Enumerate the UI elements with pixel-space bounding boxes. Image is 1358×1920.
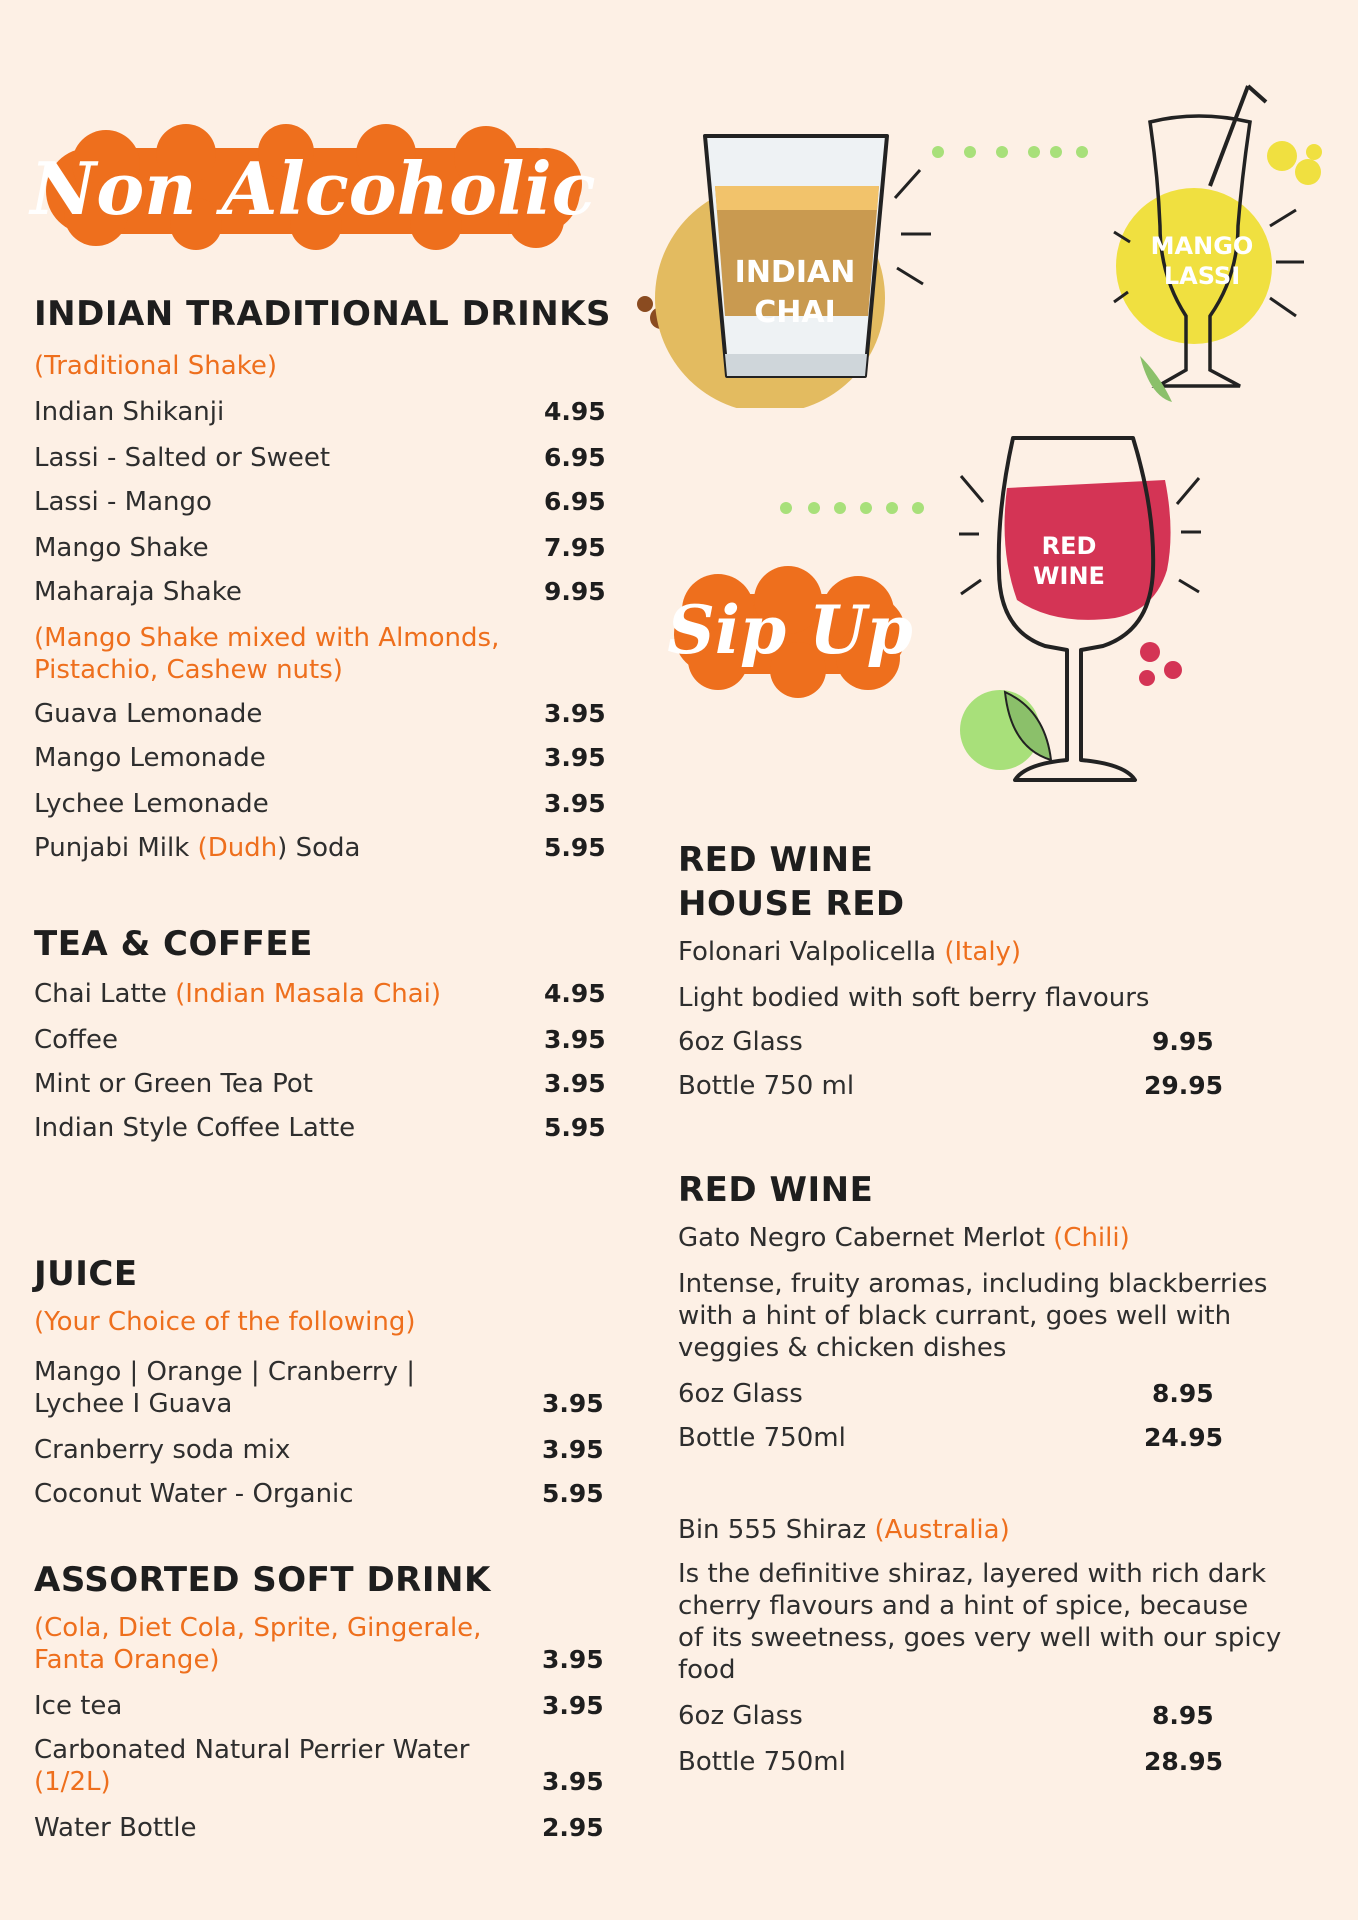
wine-origin: (Chili) xyxy=(1053,1223,1130,1253)
item-price: 4.95 xyxy=(544,979,606,1008)
item-name: Maharaja Shake xyxy=(34,577,242,607)
item-name-part: Punjabi Milk xyxy=(34,833,198,863)
desc-line: cherry flavours and a hint of spice, because xyxy=(678,1591,1249,1621)
item-price: 3.95 xyxy=(542,1645,604,1674)
sip-up-badge xyxy=(668,560,912,700)
serving-price: 29.95 xyxy=(1144,1071,1224,1100)
lassi-label-line1: MANGO xyxy=(1150,232,1254,260)
wine-name-text: Bin 555 Shiraz xyxy=(678,1515,875,1545)
item-name xyxy=(34,832,360,864)
serving-size: 6oz Glass xyxy=(678,1701,803,1731)
menu-item-juice-choice xyxy=(34,1356,604,1420)
serving-price: 28.95 xyxy=(1144,1747,1224,1776)
item-price: 3.95 xyxy=(544,699,606,728)
desc-line: of its sweetness, goes very well with our spicy xyxy=(678,1623,1282,1653)
juice-choice-note: (Your Choice of the following) xyxy=(34,1307,416,1337)
soft-drink-note-line2: Fanta Orange) xyxy=(34,1645,220,1675)
item-name-part: Chai Latte xyxy=(34,979,176,1009)
item-price: 3.95 xyxy=(542,1767,604,1796)
item-name-accent: Dudh xyxy=(207,833,278,863)
item-price: 2.95 xyxy=(542,1813,604,1842)
item-name: Lassi - Mango xyxy=(34,487,212,517)
item-name: Lassi - Salted or Sweet xyxy=(34,443,331,473)
item-name: Mango Lemonade xyxy=(34,743,266,773)
wine-description: Light bodied with soft berry flavours xyxy=(678,983,1150,1013)
wine-description xyxy=(678,1268,1267,1364)
item-name: Coconut Water - Organic xyxy=(34,1479,354,1509)
item-name: Mint or Green Tea Pot xyxy=(34,1069,313,1099)
wine-name-text: Folonari Valpolicella xyxy=(678,937,945,967)
serving-price: 8.95 xyxy=(1152,1701,1214,1730)
chai-glass-illustration xyxy=(625,118,935,408)
item-name-line2: (1/2L) xyxy=(34,1767,111,1797)
desc-line: food xyxy=(678,1655,736,1685)
decorative-dots xyxy=(776,498,936,518)
wine-origin: (Australia) xyxy=(874,1515,1010,1545)
item-name: Ice tea xyxy=(34,1691,123,1721)
wine-description xyxy=(678,1558,1281,1686)
item-name: Mango Shake xyxy=(34,533,209,563)
item-name-line2: Lychee I Guava xyxy=(34,1389,233,1419)
section-title-house-red: HOUSE RED xyxy=(678,884,905,924)
serving-price: 8.95 xyxy=(1152,1379,1214,1408)
item-price: 5.95 xyxy=(544,833,606,862)
item-price: 7.95 xyxy=(544,533,606,562)
item-name-part: Soda xyxy=(287,833,361,863)
wine-origin: (Italy) xyxy=(944,937,1022,967)
item-price: 4.95 xyxy=(544,397,606,426)
serving-price: 24.95 xyxy=(1144,1423,1224,1452)
desc-line: Intense, fruity aromas, including blackberries xyxy=(678,1269,1268,1299)
item-name xyxy=(34,978,441,1010)
item-name-paren-close: ) xyxy=(277,833,288,863)
item-name: Guava Lemonade xyxy=(34,699,263,729)
item-price: 3.95 xyxy=(542,1389,604,1418)
serving-size: Bottle 750 ml xyxy=(678,1071,855,1101)
item-name: Coffee xyxy=(34,1025,118,1055)
sip-up-title: Sip Up xyxy=(667,591,913,669)
wine-name-text: Gato Negro Cabernet Merlot xyxy=(678,1223,1054,1253)
wine-name xyxy=(678,936,1021,968)
item-name-accent: (Indian Masala Chai) xyxy=(175,979,442,1009)
section-title-indian: INDIAN TRADITIONAL DRINKS xyxy=(34,294,612,334)
section-title-juice: JUICE xyxy=(34,1254,138,1294)
chai-label-line1: INDIAN xyxy=(734,255,856,290)
item-price: 6.95 xyxy=(544,487,606,516)
item-price: 5.95 xyxy=(544,1113,606,1142)
item-price: 5.95 xyxy=(542,1479,604,1508)
desc-line: veggies & chicken dishes xyxy=(678,1333,1007,1363)
item-name: Lychee Lemonade xyxy=(34,789,269,819)
item-name-line1: Carbonated Natural Perrier Water xyxy=(34,1735,470,1765)
item-name-accent-paren: ( xyxy=(197,833,208,863)
serving-price: 9.95 xyxy=(1152,1027,1214,1056)
item-price: 3.95 xyxy=(542,1691,604,1720)
desc-line: with a hint of black currant, goes well with xyxy=(678,1301,1232,1331)
serving-size: 6oz Glass xyxy=(678,1027,803,1057)
wine-name xyxy=(678,1222,1130,1254)
item-name: Indian Shikanji xyxy=(34,397,225,427)
soft-drink-note-line1: (Cola, Diet Cola, Sprite, Gingerale, xyxy=(34,1613,482,1643)
serving-size: Bottle 750ml xyxy=(678,1747,846,1777)
menu-item-soft-drink-choice xyxy=(34,1612,604,1676)
desc-line: Is the definitive shiraz, layered with rich dark xyxy=(678,1559,1267,1589)
decorative-dots xyxy=(930,142,1090,162)
item-price: 3.95 xyxy=(544,743,606,772)
item-price: 9.95 xyxy=(544,577,606,606)
section-title-soft-drink: ASSORTED SOFT DRINK xyxy=(34,1560,491,1600)
item-name-line1: Mango | Orange | Cranberry | xyxy=(34,1357,415,1387)
non-alcoholic-title: Non Alcoholic xyxy=(30,145,596,231)
item-price: 3.95 xyxy=(542,1435,604,1464)
item-name: Indian Style Coffee Latte xyxy=(34,1113,356,1143)
serving-size: 6oz Glass xyxy=(678,1379,803,1409)
item-name: Cranberry soda mix xyxy=(34,1435,291,1465)
item-price: 3.95 xyxy=(544,1069,606,1098)
lassi-label-line2: LASSI xyxy=(1163,262,1241,290)
menu-item-perrier xyxy=(34,1734,604,1798)
chai-label-line2: CHAI xyxy=(754,295,836,330)
wine-name xyxy=(678,1514,1010,1546)
item-price: 3.95 xyxy=(544,1025,606,1054)
item-price: 3.95 xyxy=(544,789,606,818)
item-price: 6.95 xyxy=(544,443,606,472)
item-name: Water Bottle xyxy=(34,1813,197,1843)
section-title-red-wine: RED WINE xyxy=(678,840,874,880)
section-title-tea-coffee: TEA & COFFEE xyxy=(34,924,313,964)
maharaja-shake-note: (Mango Shake mixed with Almonds, Pistachio, Cashew nuts) xyxy=(34,623,500,685)
non-alcoholic-badge xyxy=(30,124,596,252)
wine-label-line2: WINE xyxy=(1033,562,1105,590)
serving-size: Bottle 750ml xyxy=(678,1423,846,1453)
wine-label-line1: RED xyxy=(1041,532,1097,560)
traditional-shake-note: (Traditional Shake) xyxy=(34,351,277,381)
mango-lassi-illustration xyxy=(1110,66,1335,406)
section-title-red-wine-2: RED WINE xyxy=(678,1170,874,1210)
red-wine-glass-illustration xyxy=(955,430,1205,795)
